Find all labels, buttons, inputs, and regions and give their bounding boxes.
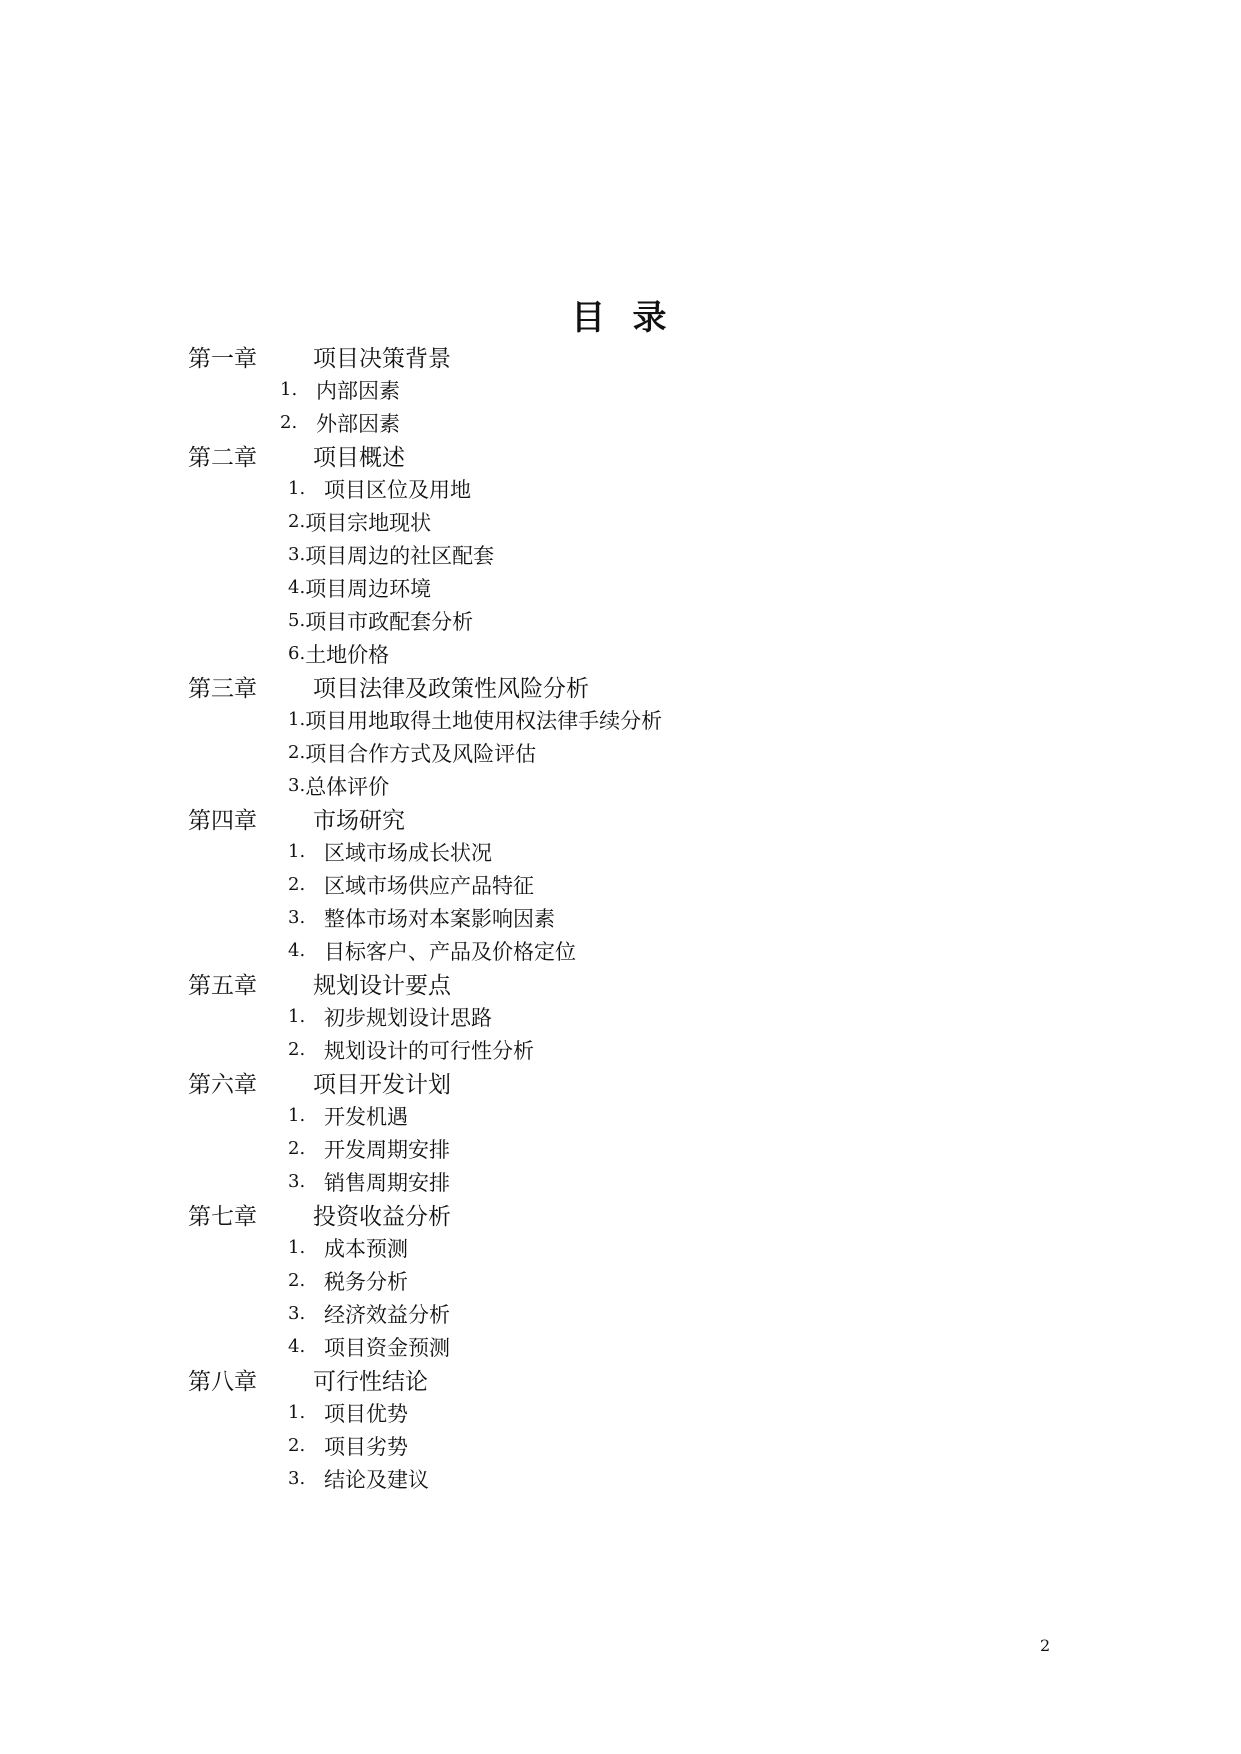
toc-item <box>188 1099 1088 1132</box>
toc-item <box>188 901 1088 934</box>
item-number: 2. <box>280 412 298 433</box>
item-text: 内部因素 <box>316 378 400 403</box>
item-number: 2. <box>288 1270 306 1291</box>
toc-item <box>188 769 1088 802</box>
toc-chapter <box>188 802 1088 835</box>
item-text: 初步规划设计思路 <box>324 1005 492 1030</box>
item-text: 项目用地取得土地使用权法律手续分析 <box>305 708 663 733</box>
toc-chapter <box>188 1198 1088 1231</box>
chapter-title: 项目概述 <box>313 445 405 471</box>
toc-item <box>188 538 1088 571</box>
toc-item <box>188 736 1088 769</box>
toc-item <box>188 637 1088 670</box>
toc-item <box>188 835 1088 868</box>
toc-item <box>188 1000 1088 1033</box>
toc-item <box>188 1165 1088 1198</box>
chapter-title: 投资收益分析 <box>313 1204 451 1230</box>
item-text: 规划设计的可行性分析 <box>324 1038 534 1063</box>
toc-item <box>188 1264 1088 1297</box>
chapter-title: 可行性结论 <box>313 1369 428 1395</box>
item-number: 3. <box>288 907 306 928</box>
item-text: 税务分析 <box>324 1269 408 1294</box>
toc-item <box>188 505 1088 538</box>
item-text: 销售周期安排 <box>324 1170 450 1195</box>
item-text: 项目市政配套分析 <box>305 609 474 634</box>
item-number: 1. <box>288 478 306 499</box>
item-text: 外部因素 <box>316 411 400 436</box>
toc-chapter <box>188 1363 1088 1396</box>
item-text: 区域市场成长状况 <box>324 840 492 865</box>
toc-item <box>188 1396 1088 1429</box>
toc-item <box>188 406 1088 439</box>
toc-item <box>188 934 1088 967</box>
chapter-number: 第三章 <box>188 676 257 702</box>
item-text: 项目区位及用地 <box>324 477 471 502</box>
item-number: 2. <box>288 1138 306 1159</box>
title-char-2: 录 <box>632 298 670 338</box>
chapter-number: 第四章 <box>188 808 257 834</box>
item-number: 4. <box>288 577 306 598</box>
chapter-number: 第二章 <box>188 445 257 471</box>
toc-item <box>188 1330 1088 1363</box>
chapter-number: 第六章 <box>188 1072 257 1098</box>
toc-chapter <box>188 340 1088 373</box>
toc-item <box>188 1231 1088 1264</box>
item-text: 成本预测 <box>324 1236 408 1261</box>
item-text: 开发周期安排 <box>324 1137 450 1162</box>
item-number: 2. <box>288 511 306 532</box>
chapter-number: 第五章 <box>188 973 257 999</box>
item-number: 3. <box>288 544 306 565</box>
chapter-title: 项目决策背景 <box>313 346 451 372</box>
item-number: 2. <box>288 742 306 763</box>
toc-chapter <box>188 439 1088 472</box>
chapter-number: 第一章 <box>188 346 257 372</box>
toc-chapter <box>188 1066 1088 1099</box>
toc-item <box>188 1297 1088 1330</box>
item-text: 项目周边环境 <box>305 576 432 601</box>
chapter-title: 项目法律及政策性风险分析 <box>313 676 589 702</box>
item-text: 开发机遇 <box>324 1104 408 1129</box>
table-of-contents <box>188 340 1088 1495</box>
item-number: 1. <box>288 841 306 862</box>
item-number: 3. <box>288 1303 306 1324</box>
item-text: 总体评价 <box>305 774 390 799</box>
item-number: 4. <box>288 1336 306 1357</box>
chapter-number: 第八章 <box>188 1369 257 1395</box>
toc-item <box>188 1429 1088 1462</box>
item-number: 1. <box>288 1006 306 1027</box>
item-number: 3. <box>288 1171 306 1192</box>
chapter-title: 项目开发计划 <box>313 1072 451 1098</box>
item-number: 2. <box>288 1435 306 1456</box>
toc-chapter <box>188 670 1088 703</box>
item-number: 1. <box>280 379 298 400</box>
item-number: 3. <box>288 1468 306 1489</box>
toc-item <box>188 373 1088 406</box>
item-text: 经济效益分析 <box>324 1302 450 1327</box>
chapter-title: 市场研究 <box>313 808 405 834</box>
toc-item <box>188 868 1088 901</box>
item-text: 结论及建议 <box>324 1467 429 1492</box>
item-text: 项目劣势 <box>324 1434 408 1459</box>
item-number: 4. <box>288 940 306 961</box>
item-text: 项目合作方式及风险评估 <box>305 741 537 766</box>
item-text: 项目周边的社区配套 <box>305 543 495 568</box>
item-number: 6. <box>288 643 306 664</box>
toc-chapter <box>188 967 1088 1000</box>
toc-item <box>188 571 1088 604</box>
toc-item <box>188 703 1088 736</box>
item-text: 项目优势 <box>324 1401 408 1426</box>
toc-item <box>188 604 1088 637</box>
item-text: 目标客户、产品及价格定位 <box>324 939 576 964</box>
chapter-number: 第七章 <box>188 1204 257 1230</box>
item-text: 项目宗地现状 <box>305 510 432 535</box>
item-number: 1. <box>288 709 306 730</box>
toc-item <box>188 1132 1088 1165</box>
item-number: 2. <box>288 1039 306 1060</box>
toc-item <box>188 472 1088 505</box>
toc-item <box>188 1033 1088 1066</box>
item-number: 1. <box>288 1402 306 1423</box>
item-number: 2. <box>288 874 306 895</box>
item-number: 3. <box>288 775 306 796</box>
page-number: 2 <box>1040 1636 1051 1655</box>
item-text: 整体市场对本案影响因素 <box>324 906 555 931</box>
item-number: 1. <box>288 1105 306 1126</box>
title-char-1: 目 <box>571 298 609 338</box>
page-title <box>0 290 1241 339</box>
item-text: 区域市场供应产品特征 <box>324 873 534 898</box>
chapter-title: 规划设计要点 <box>313 973 451 999</box>
item-text: 土地价格 <box>305 642 390 667</box>
toc-item <box>188 1462 1088 1495</box>
item-text: 项目资金预测 <box>324 1335 450 1360</box>
item-number: 1. <box>288 1237 306 1258</box>
item-number: 5. <box>288 610 306 631</box>
